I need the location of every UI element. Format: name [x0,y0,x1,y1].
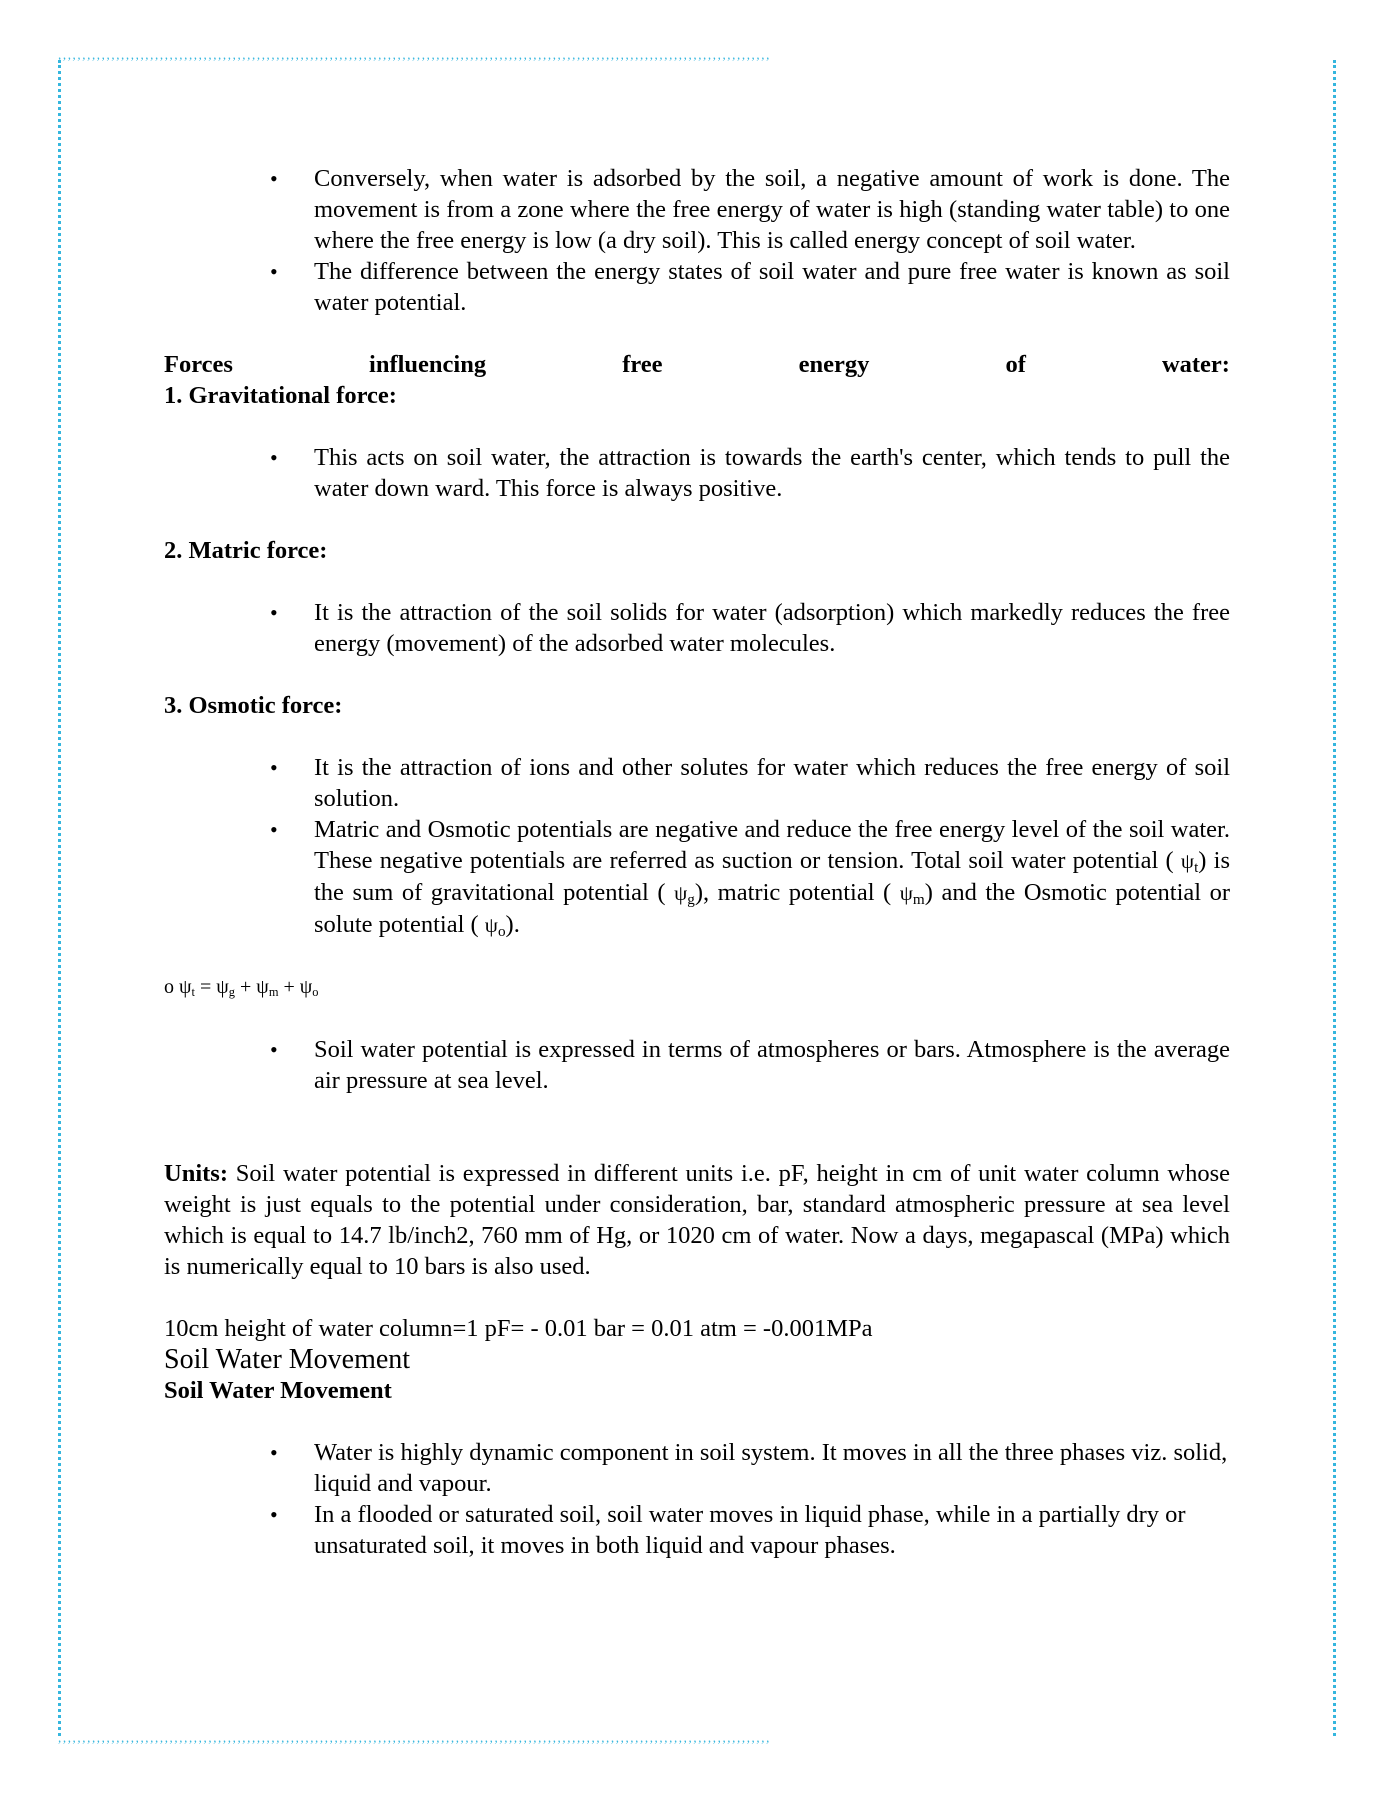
psi-subscript-m: m [268,985,279,1000]
psi-subscript-t: t [191,985,195,1000]
psi-symbol: ψ [299,976,313,998]
bullet-icon: • [270,817,278,842]
equals-sign: = [199,976,212,998]
bullet-text: This acts on soil water, the attraction is towards the earth's center, which tends to pull the water down ward. This force is always positive. [314,444,1230,502]
text-fragment: Matric and Osmotic potentials are negative and reduce the free energy level of the soil water. These negative potentials are referred as suction or tension. Total soil water potential ( [314,816,1230,874]
list-item [270,1499,1230,1561]
units-text: Soil water potential is expressed in different units i.e. pF, height in cm of unit water column whose weight is just equals to the potential under consideration, bar, standard atmospheric pressure at sea level which is equal to 14.7 lb/inch2, 760 mm of Hg, or 1020 cm of water. Now a days, megapascal (MPa) which is numerically equal to 10 bars is also used. [164,1160,1230,1280]
plus-sign: + [283,976,295,998]
heading-word: energy [798,351,870,378]
list-item [270,442,1230,504]
heading-word: Forces [164,351,233,378]
potential-formula [164,972,1230,1003]
gravitational-bullet-list [164,442,1230,504]
bullet-text [314,816,1230,938]
bullet-text: Conversely, when water is adsorbed by the soil, a negative amount of work is done. The movement is from a zone where the free energy of water is high (standing water table) to one where the free energy is low (a dry soil). This is called energy concept of soil water. [314,165,1230,254]
list-item [270,752,1230,814]
heading-word: free [622,351,663,378]
bullet-icon: • [270,1440,278,1465]
list-item [270,597,1230,659]
psi-symbol: ψ [674,881,688,905]
psi-symbol: ψ [484,913,498,937]
movement-bullet-list [164,1437,1230,1561]
text-fragment: ) is the sum of gravitational potential ( [314,847,1231,906]
page-border-bottom: ,,,,,,,,,,,,,,,,,,,,,,,,,,,,,,,,,,,,,,,,,,,,,,,,,,,,,,,,,,,,,,,,,,,,,,,,,,,,,,,,,,,,,,,,,,,,,,,,,,,,,,,,,,,,,,,,,,,,,,,,,,,,,,,,,,,,,,,,,,,,,,,,,,, [58,1731,771,1745]
matric-bullet-list [164,597,1230,659]
osmotic-heading: 3. Osmotic force: [164,692,343,719]
psi-subscript-o: o [497,922,506,940]
page-border-top: ,,,,,,,,,,,,,,,,,,,,,,,,,,,,,,,,,,,,,,,,,,,,,,,,,,,,,,,,,,,,,,,,,,,,,,,,,,,,,,,,,,,,,,,,,,,,,,,,,,,,,,,,,,,,,,,,,,,,,,,,,,,,,,,,,,,,,,,,,,,,,,,,,,, [58,48,771,62]
text-fragment: ). [505,911,520,938]
psi-symbol: ψ [256,976,269,998]
intro-bullet-list [164,163,1230,318]
page-border-right [1333,60,1336,1736]
plus-sign: + [240,976,252,998]
text-fragment: ), matric potential ( [694,879,892,906]
bullet-text: It is the attraction of ions and other solutes for water which reduces the free energy of soil solution. [314,754,1230,812]
bullet-icon: • [270,259,278,284]
movement-title: Soil Water Movement [164,1344,411,1375]
psi-subscript-o: o [312,985,319,1000]
gravitational-heading: 1. Gravitational force: [164,382,397,409]
bullet-text: Water is highly dynamic component in soil system. It moves in all the three phases viz. solid, liquid and vapour. [314,1439,1228,1497]
formula-prefix: o [164,976,174,998]
bullet-text: It is the attraction of the soil solids for water (adsorption) which markedly reduces the free energy (movement) of the adsorbed water molecules. [314,599,1230,657]
pressure-bullet-list [164,1034,1230,1096]
list-item [270,1437,1230,1499]
bullet-icon: • [270,1502,278,1527]
osmotic-bullet-list [164,752,1230,941]
document-body [164,163,1230,1561]
text-fragment: ) and the Osmotic potential or solute potential ( [314,879,1231,938]
psi-subscript-t: t [1194,858,1199,876]
bullet-icon: • [270,166,278,191]
bullet-icon: • [270,755,278,780]
psi-subscript-m: m [912,890,925,908]
psi-symbol: ψ [1180,849,1195,873]
bullet-text: In a flooded or saturated soil, soil water moves in liquid phase, while in a partially dry or unsaturated soil, it moves in both liquid and vapour phases. [314,1501,1186,1559]
bullet-text: Soil water potential is expressed in terms of atmospheres or bars. Atmosphere is the average air pressure at sea level. [314,1036,1230,1094]
psi-subscript-g: g [687,890,695,908]
list-item [270,1034,1230,1096]
psi-symbol: ψ [899,881,913,905]
bullet-icon: • [270,600,278,625]
list-item [270,256,1230,318]
list-item [270,163,1230,256]
psi-subscript-g: g [228,985,235,1000]
forces-heading [164,349,1230,380]
conversion-line: 10cm height of water column=1 pF= - 0.01 bar = 0.01 atm = -0.001MPa [164,1315,873,1342]
movement-heading: Soil Water Movement [164,1377,392,1404]
psi-symbol: ψ [216,976,229,998]
heading-word: water: [1161,351,1230,378]
bullet-icon: • [270,1037,278,1062]
page-border-left [58,60,61,1736]
matric-heading: 2. Matric force: [164,537,328,564]
list-item [270,814,1231,941]
units-paragraph [164,1158,1230,1282]
units-label: Units: [164,1160,228,1187]
bullet-icon: • [270,445,278,470]
heading-word: of [1005,351,1026,378]
bullet-text: The difference between the energy states of soil water and pure free water is known as soil water potential. [314,258,1230,316]
psi-symbol: ψ [179,976,192,998]
heading-word: influencing [369,351,487,378]
